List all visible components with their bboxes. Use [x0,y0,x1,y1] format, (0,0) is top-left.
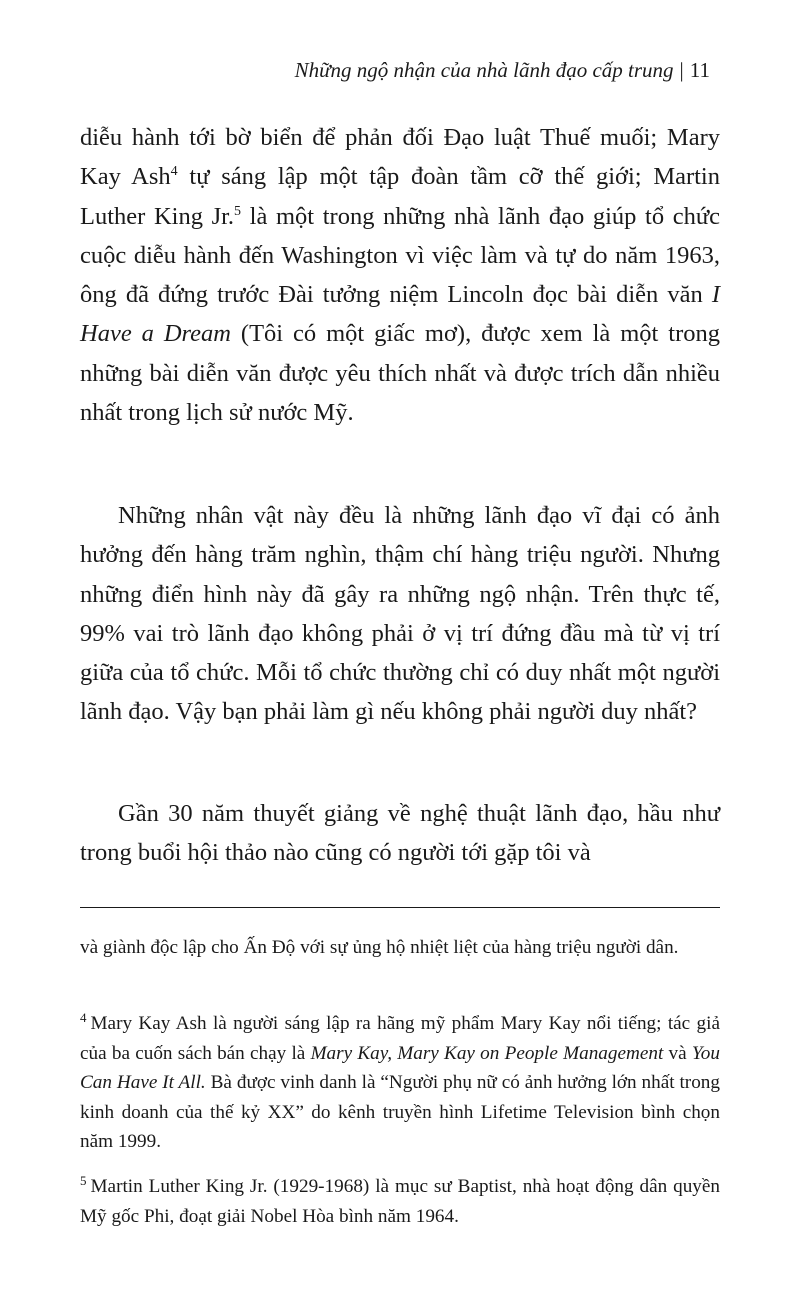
page-number: 11 [689,58,710,82]
footnote-4-text-c: Bà được vinh danh là “Người phụ nữ có ảnh hưởng lớn nhất trong kinh doanh của thế kỷ XX” do kênh truyền hình Lifetime Television bình chọn năm 1999. [80,1072,720,1152]
chapter-title: Những ngộ nhận của nhà lãnh đạo cấp trung [294,58,674,82]
footnote-ref-5[interactable]: 5 [234,203,242,219]
footnote-4-book-2: You Can Have It All. [80,1042,720,1093]
footnote-4-text-a: Mary Kay Ash là người sáng lập ra hãng mỹ phẩm Mary Kay nổi tiếng; tác giả của ba cuốn sách bán chạy là [80,1013,720,1064]
speech-title: I Have a Dream [80,281,720,348]
footnote-divider [80,907,720,908]
paragraph-1-text-c: là một trong những nhà lãnh đạo giúp tổ chức cuộc diễu hành đến Washington vì việc làm và tự do năm 1963, ông đã đứng trước Đài tưởng niệm Lincoln đọc bài diễn văn [80,202,720,309]
footnote-continuation [80,933,720,963]
paragraph-3 [80,794,720,873]
paragraph-3-text: Gần 30 năm thuyết giảng về nghệ thuật lãnh đạo, hầu như trong buổi hội thảo nào cũng có người tới gặp tôi và [80,800,720,867]
running-header [295,56,710,84]
footnote-4 [80,1003,720,1157]
header-separator: | [679,58,684,82]
footnote-continuation-text: và giành độc lập cho Ấn Độ với sự ủng hộ nhiệt liệt của hàng triệu người dân. [80,937,679,958]
paragraph-1-text-a: diễu hành tới bờ biển để phản đối Đạo luật Thuế muối; Mary Kay Ash [80,124,720,191]
paragraph-2 [80,496,720,732]
footnote-5 [80,1166,720,1231]
footnote-5-number: 5 [80,1173,87,1188]
footnote-ref-4[interactable]: 4 [170,164,178,180]
footnote-4-text-b: và [663,1042,692,1064]
paragraph-2-text: Những nhân vật này đều là những lãnh đạo vĩ đại có ảnh hưởng đến hàng trăm nghìn, thậm chí hàng triệu người. Nhưng những điển hình này đã gây ra những ngộ nhận. Trên thực tế, 99% vai trò lãnh đạo không phải ở vị trí đứng đầu mà từ vị trí giữa của tổ chức. Mỗi tổ chức thường chỉ có duy nhất một người lãnh đạo. Vậy bạn phải làm gì nếu không phải người duy nhất? [80,502,720,726]
paragraph-1 [80,118,720,432]
paragraph-1-text-b: tự sáng lập một tập đoàn tầm cỡ thế giới; Martin Luther King Jr. [80,163,720,230]
paragraph-1-text-d: (Tôi có một giấc mơ), được xem là một trong những bài diễn văn được yêu thích nhất và được trích dẫn nhiều nhất trong lịch sử nước Mỹ. [80,320,720,427]
footnote-5-text: Martin Luther King Jr. (1929-1968) là mục sư Baptist, nhà hoạt động dân quyền Mỹ gốc Phi, đoạt giải Nobel Hòa bình năm 1964. [80,1176,720,1227]
footnote-4-book-1: Mary Kay, Mary Kay on People Management [310,1042,664,1064]
footnote-4-number: 4 [80,1010,87,1025]
